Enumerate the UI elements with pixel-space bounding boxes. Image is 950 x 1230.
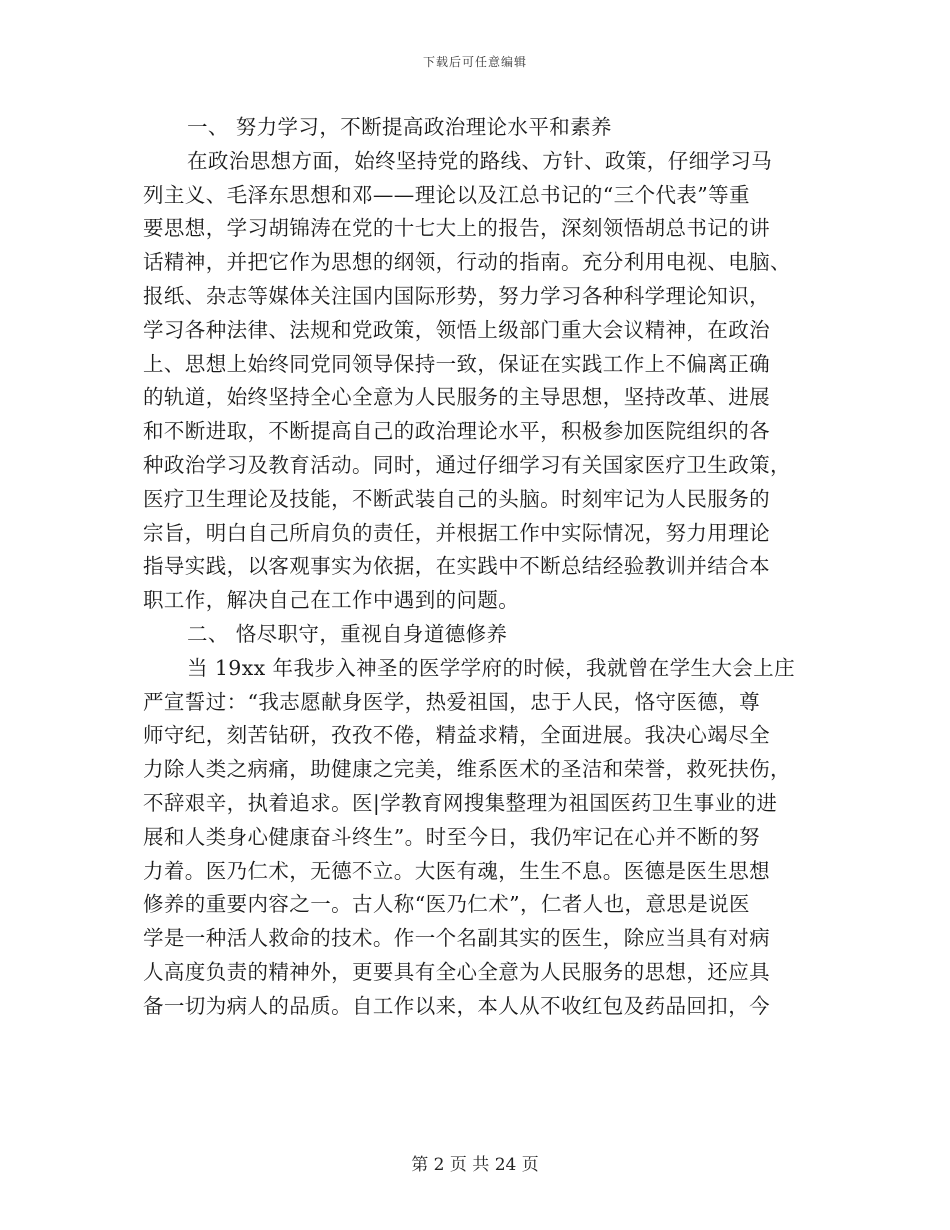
paragraph-line: 医疗卫生理论及技能，不断武装自己的头脑。时刻牢记为人民服务的 xyxy=(143,486,770,511)
paragraph-line: 的轨道，始终坚持全心全意为人民服务的主导思想，坚持改革、进展 xyxy=(143,385,770,410)
paragraph-line: 备一切为病人的品质。自工作以来，本人从不收红包及药品回扣，今 xyxy=(143,993,770,1018)
paragraph-line: 当 19xx 年我步入神圣的医学学府的时候，我就曾在学生大会上庄 xyxy=(187,655,796,680)
paragraph-line: 在政治思想方面，始终坚持党的路线、方针、政策，仔细学习马 xyxy=(187,148,773,173)
paragraph-line: 严宣誓过：“我志愿献身医学，热爱祖国，忠于人民，恪守医德，尊 xyxy=(143,689,760,714)
paragraph-line: 宗旨，明白自己所肩负的责任，并根据工作中实际情况，努力用理论 xyxy=(143,520,770,545)
paragraph-line: 人高度负责的精神外，更要具有全心全意为人民服务的思想，还应具 xyxy=(143,959,770,984)
document-body xyxy=(143,111,803,1024)
paragraph-line: 师守纪，刻苦钻研，孜孜不倦，精益求精，全面进展。我决心竭尽全 xyxy=(143,723,770,748)
paragraph-line: 种政治学习及教育活动。同时，通过仔细学习有关国家医疗卫生政策， xyxy=(143,452,791,477)
paragraph-line: 学习各种法律、法规和党政策，领悟上级部门重大会议精神，在政治 xyxy=(143,317,770,342)
section-heading-2: 二、 恪尽职守，重视自身道德修养 xyxy=(187,621,508,646)
page-footer: 第 2 页 共 24 页 xyxy=(411,1155,539,1175)
paragraph-line: 列主义、毛泽东思想和邓——理论以及江总书记的“三个代表”等重 xyxy=(143,182,750,207)
paragraph-line: 职工作，解决自己在工作中遇到的问题。 xyxy=(143,588,520,613)
paragraph-line: 展和人类身心健康奋斗终生”。时至今日，我仍牢记在心并不断的努 xyxy=(143,824,760,849)
paragraph-line: 力着。医乃仁术，无德不立。大医有魂，生生不息。医德是医生思想 xyxy=(143,858,770,883)
paragraph-line: 要思想，学习胡锦涛在党的十七大上的报告，深刻领悟胡总书记的讲 xyxy=(143,216,770,241)
paragraph-line: 力除人类之病痛，助健康之完美，维系医术的圣洁和荣誉，救死扶伤， xyxy=(143,757,791,782)
paragraph-line: 和不断进取，不断提高自己的政治理论水平，积极参加医院组织的各 xyxy=(143,419,770,444)
page-header: 下载后可任意编辑 xyxy=(422,55,527,69)
paragraph-line: 不辞艰辛，执着追求。医|学教育网搜集整理为祖国医药卫生事业的进 xyxy=(143,790,778,815)
section-heading-1: 一、 努力学习，不断提高政治理论水平和素养 xyxy=(187,115,612,139)
paragraph-line: 修养的重要内容之一。古人称“医乃仁术”，仁者人也，意思是说医 xyxy=(143,892,750,917)
paragraph-line: 话精神，并把它作为思想的纲领，行动的指南。充分利用电视、电脑、 xyxy=(143,250,791,275)
paragraph-line: 上、思想上始终同党同领导保持一致，保证在实践工作上不偏离正确 xyxy=(143,351,770,376)
paragraph-line: 指导实践，以客观事实为依据，在实践中不断总结经验教训并结合本 xyxy=(143,554,770,579)
paragraph-line: 学是一种活人救命的技术。作一个名副其实的医生，除应当具有对病 xyxy=(143,926,770,951)
paragraph-line: 报纸、杂志等媒体关注国内国际形势，努力学习各种科学理论知识， xyxy=(143,283,770,308)
